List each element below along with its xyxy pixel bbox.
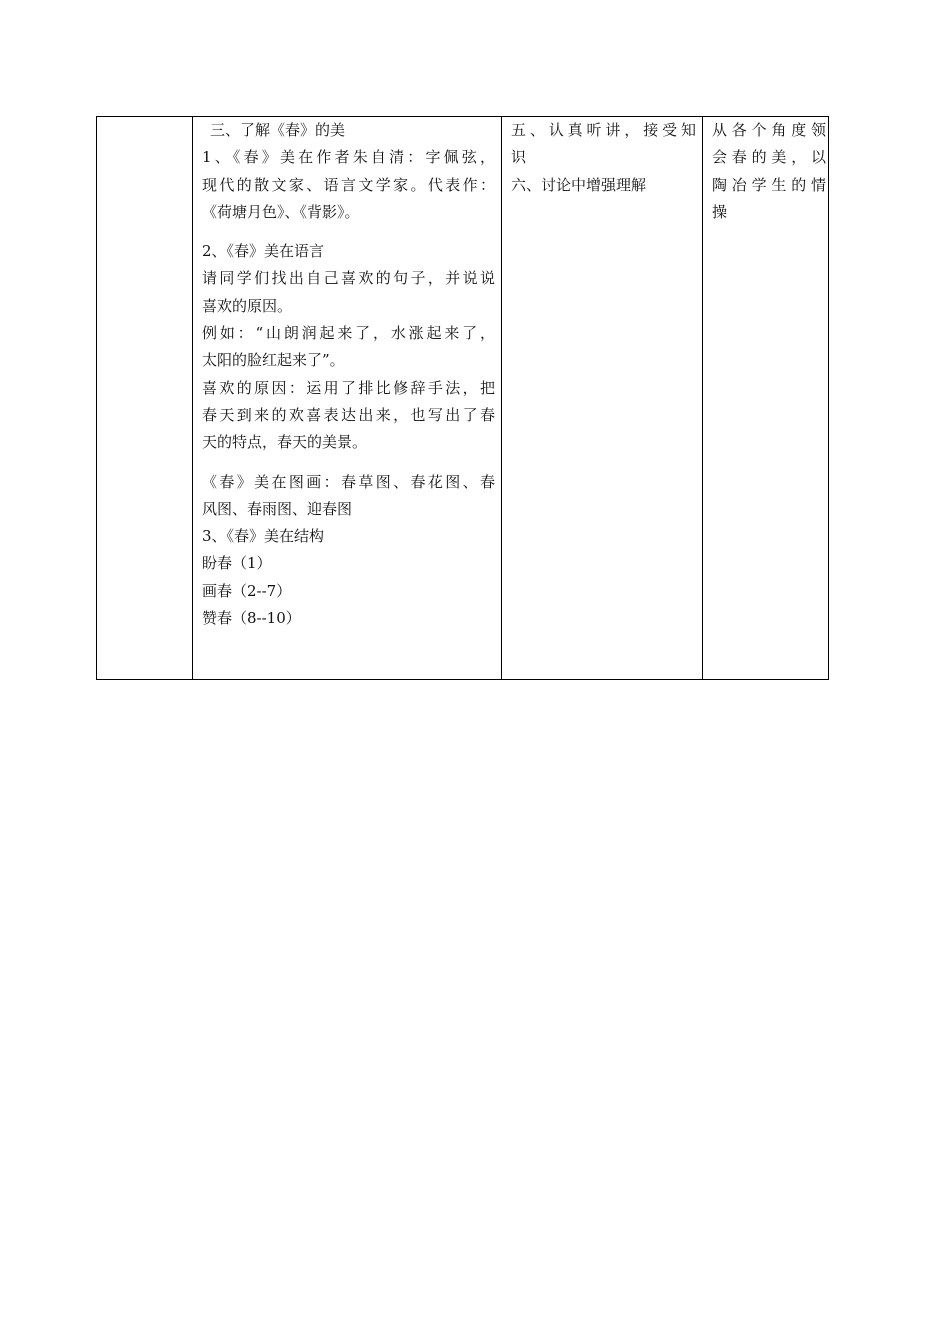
content-line: 1、《春》美在作者朱自清：字佩弦， xyxy=(202,148,495,167)
teaching-content-cell xyxy=(193,117,502,680)
table-row xyxy=(97,117,829,680)
content-line: 3、《春》美在结构 xyxy=(202,527,325,546)
content-line: 春天到来的欢喜表达出来，也写出了春 xyxy=(202,405,495,424)
content-line: 例如：“山朗润起来了，水涨起来了， xyxy=(202,324,495,343)
content-line: 识 xyxy=(511,148,527,167)
content-line: 太阳的脸红起来了”。 xyxy=(202,351,345,370)
content-line: 会春的美，以 xyxy=(712,148,826,167)
content-line: 喜欢的原因：运用了排比修辞手法，把 xyxy=(202,378,495,397)
content-line: 盼春（1） xyxy=(202,554,272,573)
content-line: 喜欢的原因。 xyxy=(202,296,293,315)
content-line: 画春（2--7） xyxy=(202,581,292,600)
content-line: 风图、春雨图、迎春图 xyxy=(202,499,353,518)
content-line: 《荷塘月色》、《背影》。 xyxy=(202,202,360,221)
content-line: 五、认真听讲，接受知 xyxy=(511,121,696,139)
empty-cell xyxy=(97,117,193,680)
content-line: 2、《春》美在语言 xyxy=(202,242,325,261)
section-heading: 三、了解《春》的美 xyxy=(210,121,346,139)
content-line: 赞春（8--10） xyxy=(202,609,301,628)
lesson-plan-table xyxy=(96,116,829,680)
content-line: 陶冶学生的情 xyxy=(712,175,826,194)
design-intent-cell xyxy=(703,117,829,680)
content-line: 《春》美在图画：春草图、春花图、春 xyxy=(202,472,495,491)
content-line: 从各个角度领 xyxy=(712,121,826,139)
content-line: 操 xyxy=(712,202,728,221)
content-line: 请同学们找出自己喜欢的句子，并说说 xyxy=(202,269,495,288)
student-activity-cell xyxy=(502,117,703,680)
content-line: 六、讨论中增强理解 xyxy=(511,175,647,194)
content-line: 现代的散文家、语言文学家。代表作： xyxy=(202,175,495,194)
content-line: 天的特点，春天的美景。 xyxy=(202,433,368,452)
